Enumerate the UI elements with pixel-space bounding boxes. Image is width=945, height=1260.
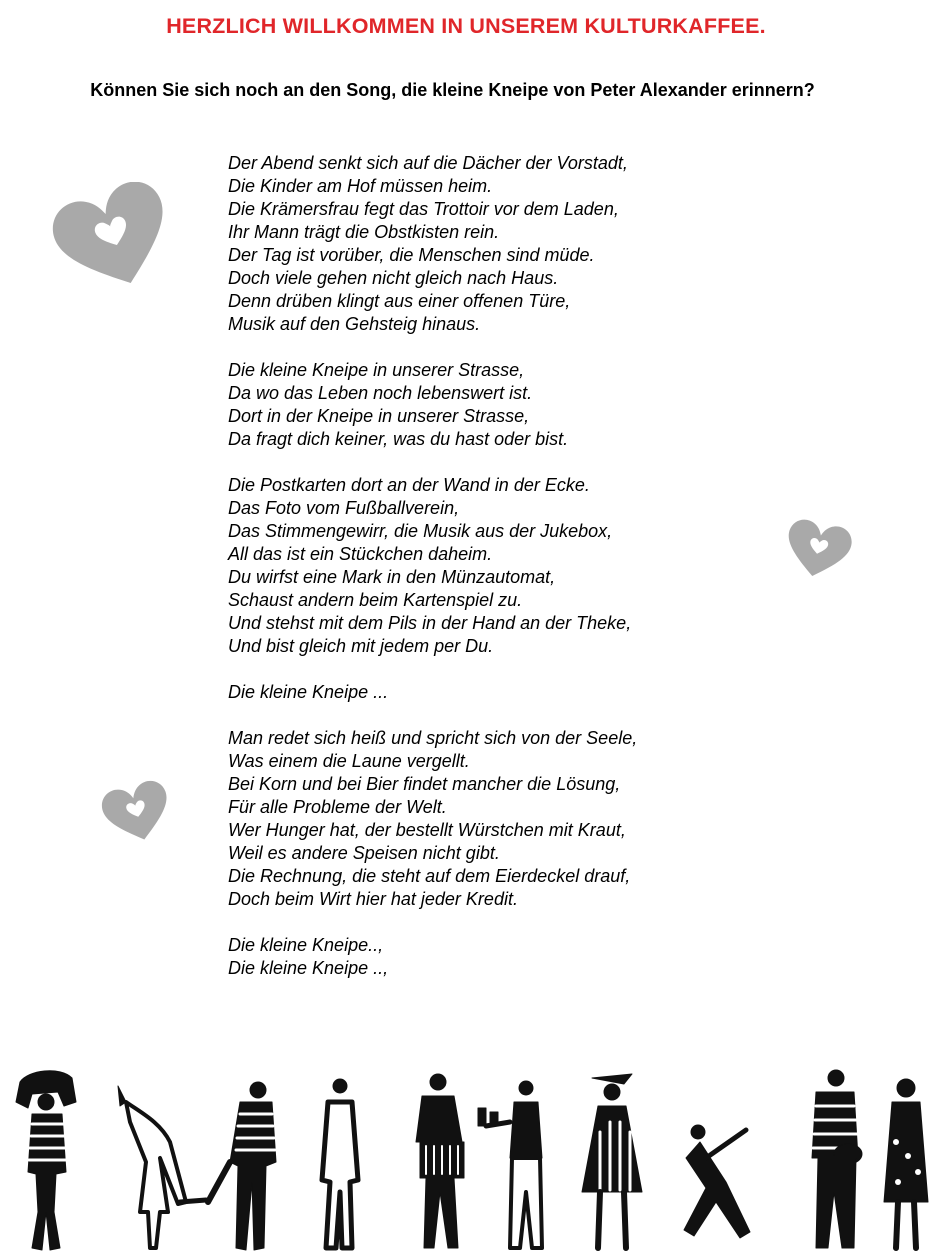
page-title: HERZLICH WILLKOMMEN IN UNSEREM KULTURKAFFEE.: [166, 14, 766, 38]
person-figure: [684, 1125, 750, 1238]
lyric-line: Die kleine Kneipe in unserer Strasse,: [228, 360, 525, 380]
lyric-line: Der Tag ist vorüber, die Menschen sind müde.: [228, 245, 595, 265]
lyric-line: Und bist gleich mit jedem per Du.: [228, 636, 494, 656]
lyric-line: Das Stimmengewirr, die Musik aus der Jukebox,: [228, 521, 613, 541]
lyric-line: Die Kinder am Hof müssen heim.: [228, 176, 493, 196]
person-figure: [884, 1079, 928, 1248]
lyric-line: Bei Korn und bei Bier findet mancher die Lösung,: [228, 774, 621, 794]
lyric-line: Denn drüben klingt aus einer offenen Türe,: [228, 291, 571, 311]
song-lyrics: [228, 152, 828, 1003]
lyric-line: Weil es andere Speisen nicht gibt.: [228, 843, 500, 863]
person-figure: [416, 1074, 464, 1248]
lyric-line: Doch viele gehen nicht gleich nach Haus.: [228, 268, 559, 288]
person-figure: [478, 1081, 542, 1248]
page-subtitle: Können Sie sich noch an den Song, die kleine Kneipe von Peter Alexander erinnern?: [90, 80, 815, 100]
heart-icon: [781, 518, 855, 580]
lyric-line: Doch beim Wirt hier hat jeder Kredit.: [228, 889, 518, 909]
person-figure: [118, 1086, 206, 1248]
lyric-line: Der Abend senkt sich auf die Dächer der Vorstadt,: [228, 153, 628, 173]
stanza: [228, 727, 828, 911]
stanza: [228, 152, 828, 336]
lyric-line: Dort in der Kneipe in unserer Strasse,: [228, 406, 530, 426]
lyric-line: Musik auf den Gehsteig hinaus.: [228, 314, 481, 334]
lyric-line: Du wirfst eine Mark in den Münzautomat,: [228, 567, 556, 587]
lyric-line: Das Foto vom Fußballverein,: [228, 498, 460, 518]
person-figure: [208, 1082, 276, 1250]
lyric-line: Ihr Mann trägt die Obstkisten rein.: [228, 222, 500, 242]
lyric-line: Die kleine Kneipe..,: [228, 935, 384, 955]
lyric-line: Da wo das Leben noch lebenswert ist.: [228, 383, 533, 403]
person-figure: [582, 1074, 642, 1248]
lyric-line: Wer Hunger hat, der bestellt Würstchen mit Kraut,: [228, 820, 626, 840]
person-figure: [812, 1070, 862, 1248]
person-figure: [16, 1071, 76, 1250]
lyric-line: Für alle Probleme der Welt.: [228, 797, 447, 817]
lyric-line: Die kleine Kneipe ..,: [228, 958, 389, 978]
people-silhouettes-illustration: [10, 1062, 935, 1260]
stanza: [228, 359, 828, 451]
person-figure: [322, 1079, 358, 1248]
lyric-line: Die Rechnung, die steht auf dem Eierdeckel drauf,: [228, 866, 631, 886]
stanza: [228, 474, 828, 658]
stanza: [228, 934, 828, 980]
lyric-line: Da fragt dich keiner, was du hast oder bist.: [228, 429, 569, 449]
lyric-line: All das ist ein Stückchen daheim.: [228, 544, 493, 564]
lyric-line: Man redet sich heiß und spricht sich von der Seele,: [228, 728, 638, 748]
lyric-line: Was einem die Laune vergellt.: [228, 751, 470, 771]
lyric-line: Die Postkarten dort an der Wand in der Ecke.: [228, 475, 590, 495]
lyric-line: Die kleine Kneipe ...: [228, 682, 389, 702]
lyric-line: Schaust andern beim Kartenspiel zu.: [228, 590, 523, 610]
lyric-line: Die Krämersfrau fegt das Trottoir vor dem Laden,: [228, 199, 619, 219]
lyric-line: Und stehst mit dem Pils in der Hand an der Theke,: [228, 613, 632, 633]
stanza: [228, 681, 828, 704]
heart-icon: [48, 182, 180, 292]
heart-icon: [100, 780, 174, 844]
